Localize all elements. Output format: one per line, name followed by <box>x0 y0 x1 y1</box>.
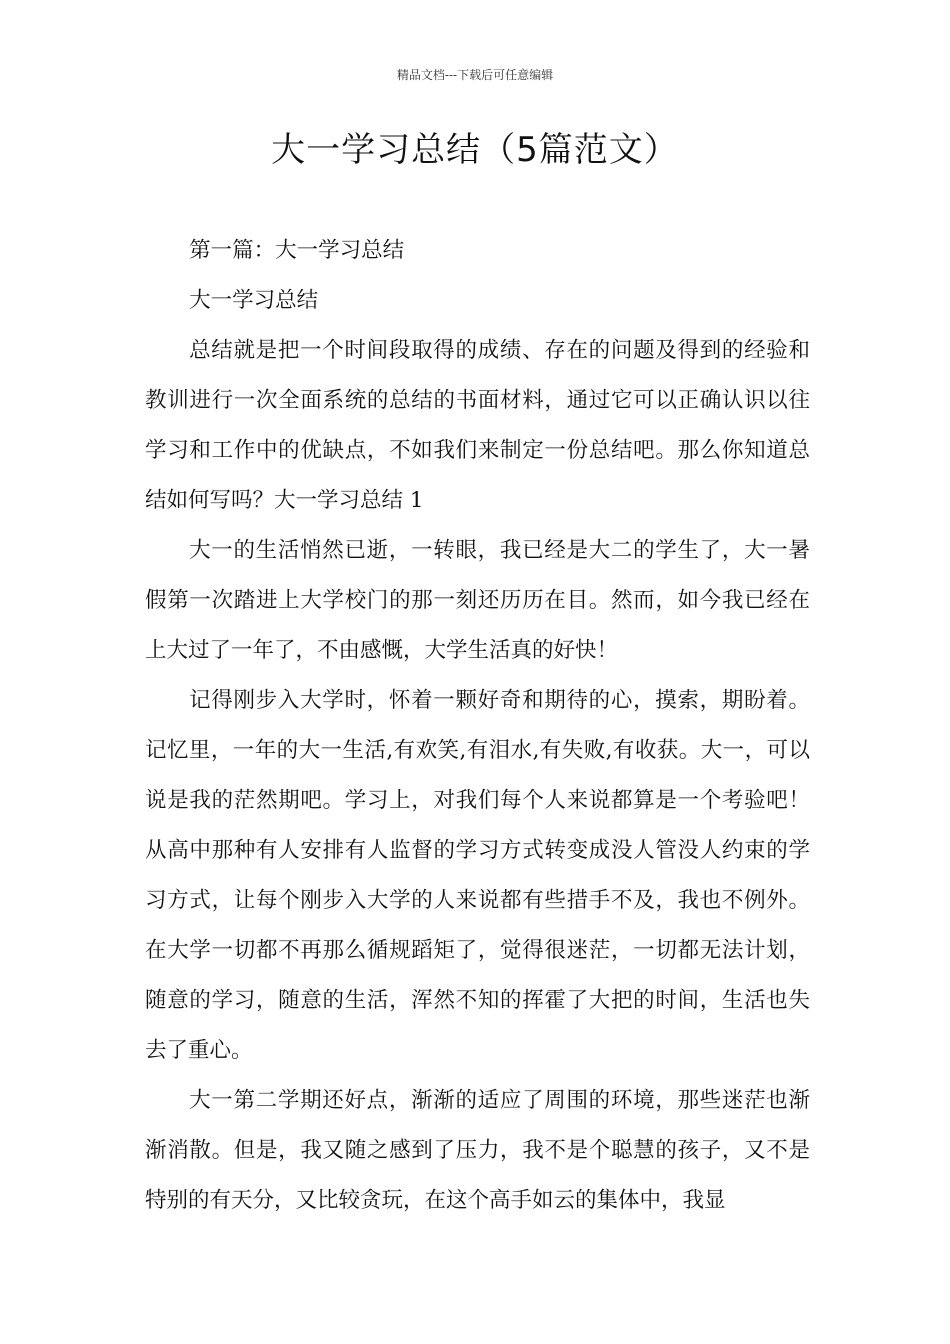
subsection-heading: 大一学习总结 <box>189 288 319 313</box>
document-body <box>145 226 810 1226</box>
section-heading: 第一篇：大一学习总结 <box>189 238 405 263</box>
paragraph: 大一第二学期还好点，渐渐的适应了周围的环境，那些迷茫也渐渐消散。但是，我又随之感到了压力，我不是个聪慧的孩子，又不是特别的有天分，又比较贪玩，在这个高手如云的集体中，我显 <box>145 1088 810 1213</box>
paragraph: 记得刚步入大学时，怀着一颗好奇和期待的心，摸索，期盼着。记忆里，一年的大一生活,有欢笑,有泪水,有失败,有收获。大一，可以说是我的茫然期吧。学习上，对我们每个人来说都算是一个考验吧！从高中那种有人安排有人监督的学习方式转变成没人管没人约束的学习方式，让每个刚步入大学的人来说都有些措手不及，我也不例外。在大学一切都不再那么循规蹈矩了，觉得很迷茫，一切都无法计划，随意的学习，随意的生活，浑然不知的挥霍了大把的时间，生活也失去了重心。 <box>145 688 810 1063</box>
paragraph: 大一的生活悄然已逝，一转眼，我已经是大二的学生了，大一暑假第一次踏进上大学校门的那一刻还历历在目。然而，如今我已经在上大过了一年了，不由感慨，大学生活真的好快！ <box>145 538 810 663</box>
page-header-note: 精品文档---下载后可任意编辑 <box>396 68 554 82</box>
paragraph: 总结就是把一个时间段取得的成绩、存在的问题及得到的经验和教训进行一次全面系统的总结的书面材料，通过它可以正确认识以往学习和工作中的优缺点，不如我们来制定一份总结吧。那么你知道总结如何写吗？大一学习总结 1 <box>145 338 810 513</box>
document-title: 大一学习总结（5篇范文） <box>271 130 679 170</box>
